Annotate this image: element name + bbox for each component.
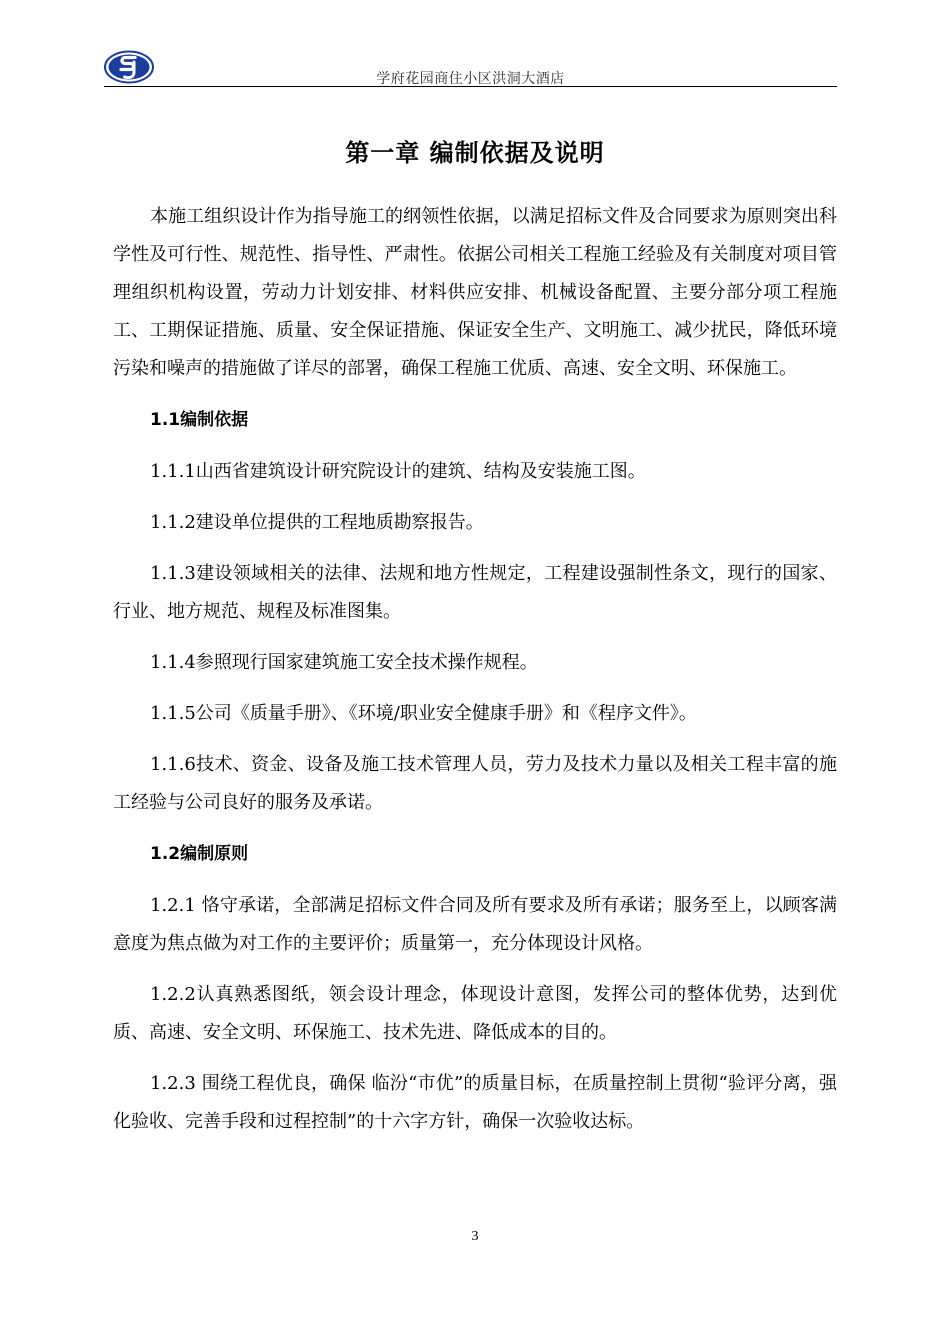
principle-item: 1.2.1 恪守承诺，全部满足招标文件合同及所有要求及所有承诺；服务至上，以顾客满意度为焦点做为对工作的主要评价；质量第一，充分体现设计风格。 — [113, 895, 837, 954]
basis-item: 1.1.1山西省建筑设计研究院设计的建筑、结构及安装施工图。 — [150, 461, 646, 482]
basis-item: 1.1.5公司《质量手册》、《环境/职业安全健康手册》和《程序文件》。 — [150, 703, 697, 724]
document-body — [113, 198, 837, 1154]
header-divider — [104, 86, 837, 87]
section-heading-principles: 1.2编制原则 — [150, 844, 249, 864]
basis-item: 1.1.2建设单位提供的工程地质勘察报告。 — [150, 512, 484, 533]
intro-paragraph: 本施工组织设计作为指导施工的纲领性依据，以满足招标文件及合同要求为原则突出科学性及可行性、规范性、指导性、严肃性。依据公司相关工程施工经验及有关制度对项目管理组织机构设置，劳动力计划安排、材料供应安排、机械设备配置、主要分部分项工程施工、工期保证措施、质量、安全保证措施、保证安全生产、文明施工、减少扰民，降低环境污染和噪声的措施做了详尽的部署，确保工程施工优质、高速、安全文明、环保施工。 — [113, 206, 837, 379]
chapter-title: 第一章 编制依据及说明 — [345, 139, 605, 167]
principle-item: 1.2.3 围绕工程优良，确保 临汾“市优”的质量目标，在质量控制上贯彻“验评分离，强化验收、完善手段和过程控制”的十六字方针，确保一次验收达标。 — [113, 1073, 837, 1132]
basis-item: 1.1.6技术、资金、设备及施工技术管理人员，劳力及技术力量以及相关工程丰富的施工经验与公司良好的服务及承诺。 — [113, 754, 837, 813]
header-title: 学府花园商住小区洪洞大酒店 — [376, 71, 565, 87]
basis-item: 1.1.4参照现行国家建筑施工安全技术操作规程。 — [150, 652, 538, 673]
basis-item: 1.1.3建设领域相关的法律、法规和地方性规定，工程建设强制性条文，现行的国家、行业、地方规范、规程及标准图集。 — [113, 563, 837, 622]
section-heading-basis: 1.1编制依据 — [150, 410, 249, 430]
page-header — [104, 48, 837, 88]
principle-item: 1.2.2认真熟悉图纸，领会设计理念，体现设计意图，发挥公司的整体优势，达到优质、高速、安全文明、环保施工、技术先进、降低成本的目的。 — [113, 984, 837, 1043]
page-number: 3 — [471, 1229, 479, 1244]
